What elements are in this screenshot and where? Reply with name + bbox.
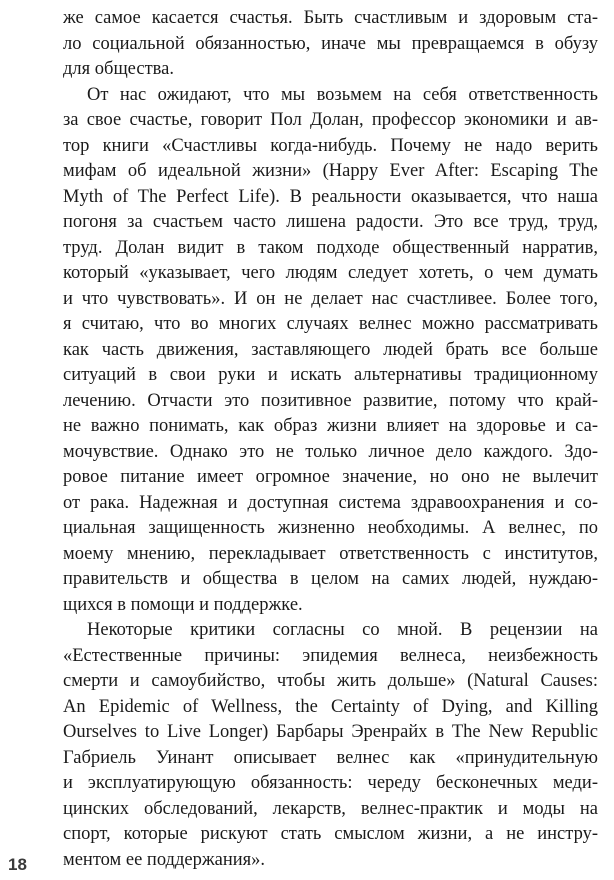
text-line: Ourselves to Live Longer) Барбары Эренрайх в The New Republic [63,722,598,742]
paragraph-3 [63,618,598,873]
text-line: я считаю, что во многих случаях велнес можно рассматривать [63,314,598,334]
text-line: цинских обследований, лекарств, велнес-практик и моды на [63,798,598,819]
text-line: спорт, которые рискуют стать смыслом жизни, а не инстру- [63,824,598,844]
text-line: погоня за счастьем часто лишена радости. Это все труд, труд, [63,212,598,232]
paragraph-1 [63,6,598,83]
text-line: и эксплуатирующую обязанность: череду бесконечных меди- [63,773,598,793]
text-line: лечению. Отчасти это позитивное развитие, потому что край- [63,390,598,411]
text-line: От нас ожидают, что мы возьмем на себя ответственность [87,84,598,105]
text-line: тор книги «Счастливы когда-нибудь. Почему не надо верить [63,135,598,156]
paragraph-2 [63,83,598,619]
text-line: же самое касается счастья. Быть счастливым и здоровым ста- [63,8,598,28]
text-line: который «указывает, чего людям следует хотеть, о чем думать [63,263,598,283]
text-line: ментом ее поддержания». [63,849,266,870]
text-line: правительств и общества в целом на самих людей, нуждаю- [63,569,598,589]
text-line: циальная защищенность жизненно необходимы. А велнес, по [63,518,598,538]
text-line: Некоторые критики согласны со мной. В рецензии на [87,620,598,640]
text-line: мифам об идеальной жизни» (Happy Ever After: Escaping The [63,161,598,181]
text-line: от рака. Надежная и доступная система здравоохранения и со- [63,492,598,513]
body-text [63,6,598,873]
text-line: моему мнению, перекладывает ответственность с институтов, [63,543,598,564]
text-line: труд. Долан видит в таком подходе общественный нарратив, [63,237,598,258]
text-line: Габриель Уинант описывает велнес как «принудительную [63,747,598,768]
text-line: как часть движения, заставляющего людей брать все больше [63,339,598,360]
text-line: смерти и самоубийство, чтобы жить дольше» (Natural Causes: [63,671,598,691]
text-line: не важно понимать, как образ жизни влияет на здоровье и са- [63,416,598,436]
text-line: Myth of The Perfect Life). В реальности оказывается, что наша [63,186,598,207]
text-line: ситуаций в свои руки и искать альтернативы традиционному [63,365,598,385]
page-number: 18 [8,855,27,874]
text-line: мочувствие. Однако это не только личное дело каждого. Здо- [63,441,598,462]
text-line: и что чувствовать». И он не делает нас счастливее. Более того, [63,288,598,309]
text-line: ло социальной обязанностью, иначе мы превращаемся в обузу [63,33,598,54]
text-line: щихся в помощи и поддержке. [63,594,303,615]
text-line: ровое питание имеет огромное значение, но оно не вылечит [63,467,598,487]
text-line: для общества. [63,59,174,79]
text-line: An Epidemic of Wellness, the Certainty of Dying, and Killing [63,696,598,717]
text-line: «Естественные причины: эпидемия велнеса, неизбежность [63,645,598,666]
text-line: за свое счастье, говорит Пол Долан, профессор экономики и ав- [63,110,598,130]
